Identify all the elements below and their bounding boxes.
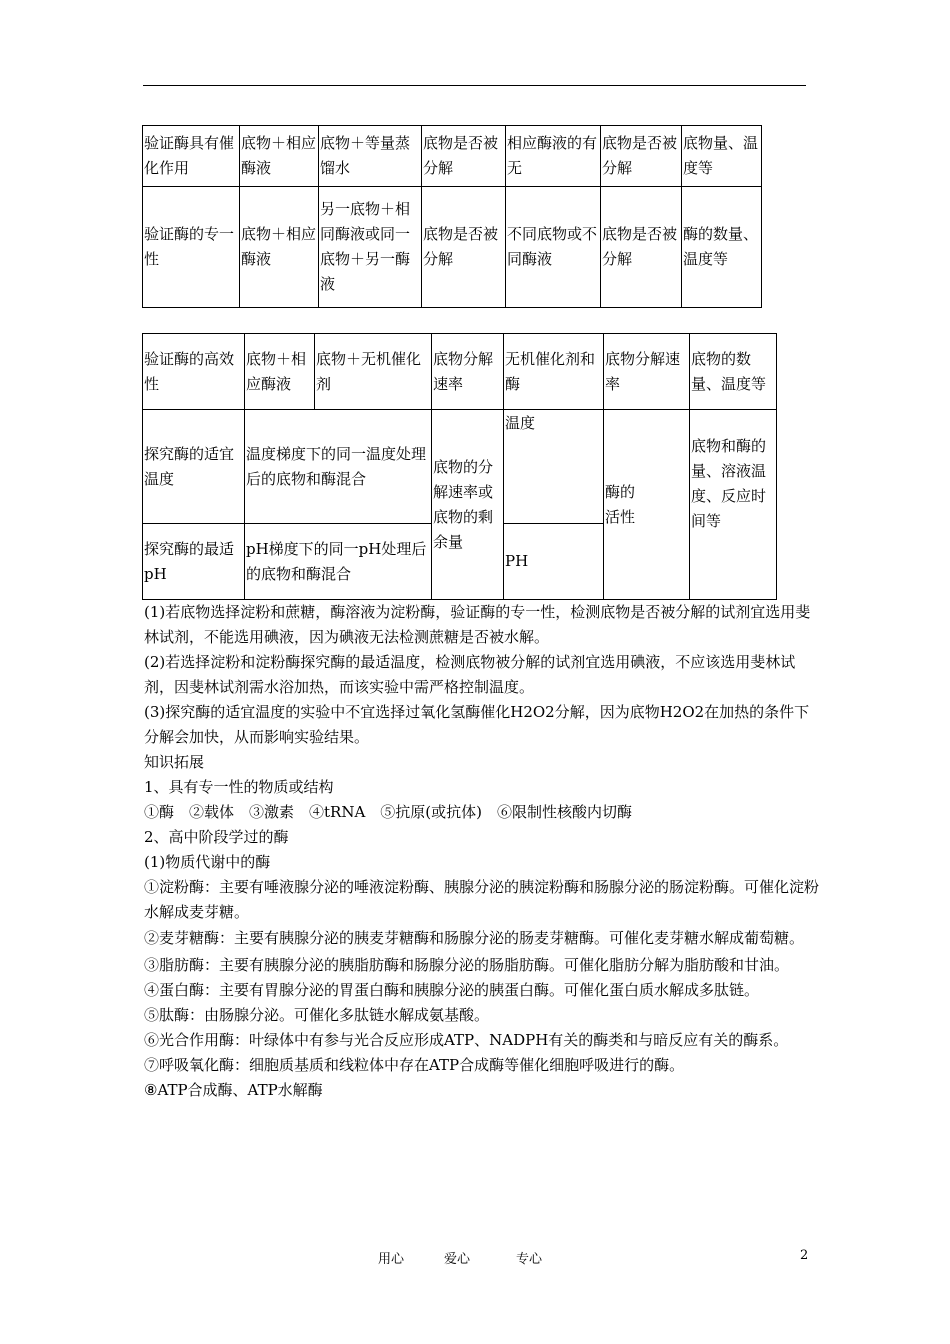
- footer-item: 爱心: [444, 1252, 471, 1267]
- paragraph: ⑥光合作用酶：叶绿体中有参与光合反应形成ATP、NADPH有关的酶类和与暗反应有关的酶系。: [144, 1031, 789, 1049]
- table-cell: 无机催化剂和酶: [504, 334, 604, 410]
- table-cell: 底物是否被分解: [601, 187, 682, 308]
- section-heading: 知识拓展: [144, 753, 205, 771]
- paragraph: ③脂肪酶：主要有胰腺分泌的胰脂肪酶和肠腺分泌的肠脂肪酶。可催化脂肪分解为脂肪酸和甘油。: [144, 956, 790, 974]
- footer-item: 用心: [378, 1252, 405, 1267]
- table-cell: 温度: [504, 410, 604, 524]
- table-cell: 底物＋等量蒸馏水: [319, 126, 422, 187]
- paragraph: (2)若选择淀粉和淀粉酶探究酶的最适温度，检测底物被分解的试剂宜选用碘液，不应该选用斐林试剂，因斐林试剂需水浴加热，而该实验中需严格控制温度。: [144, 653, 796, 696]
- table-cell: [604, 410, 690, 600]
- table-row: [143, 410, 777, 524]
- table-cell: 底物＋相应酶液: [245, 334, 315, 410]
- experiment-table-2: [142, 333, 777, 600]
- paragraph: ⑦呼吸氧化酶：细胞质基质和线粒体中存在ATP合成酶等催化细胞呼吸进行的酶。: [144, 1056, 685, 1074]
- cell-line: 活性: [605, 507, 636, 526]
- table-cell: 底物是否被分解: [422, 126, 506, 187]
- paragraph: (1)若底物选择淀粉和蔗糖，酶溶液为淀粉酶，验证酶的专一性，检测底物是否被分解的试剂宜选用斐林试剂，不能选用碘液，因为碘液无法检测蔗糖是否被水解。: [144, 603, 811, 646]
- table-cell: 酶的数量、温度等: [682, 187, 762, 308]
- table-cell: 底物是否被分解: [422, 187, 506, 308]
- table-cell: 底物＋相应酶液: [240, 126, 319, 187]
- table-cell: 底物的数量、温度等: [690, 334, 777, 410]
- table-cell: 底物和酶的量、溶液温度、反应时间等: [690, 410, 777, 600]
- table-cell: 验证酶具有催化作用: [143, 126, 240, 187]
- table-cell: 底物分解速率: [604, 334, 690, 410]
- table-row: [143, 187, 762, 308]
- paragraph: ⑤肽酶：由肠腺分泌。可催化多肽链水解成氨基酸。: [144, 1006, 490, 1024]
- header-rule: [143, 85, 806, 86]
- table-cell: 相应酶液的有无: [506, 126, 601, 187]
- paragraph: 1、具有专一性的物质或结构: [144, 778, 334, 796]
- paragraph: ①酶 ②载体 ③激素 ④tRNA ⑤抗原(或抗体) ⑥限制性核酸内切酶: [144, 803, 632, 821]
- body-text: [144, 600, 824, 1103]
- table-cell: 不同底物或不同酶液: [506, 187, 601, 308]
- paragraph: (3)探究酶的适宜温度的实验中不宜选择过氧化氢酶催化H2O2分解，因为底物H2O2在加热的条件下分解会加快，从而影响实验结果。: [144, 703, 810, 746]
- table-cell: pH梯度下的同一pH处理后的底物和酶混合: [245, 524, 432, 600]
- footer-item: 专心: [516, 1252, 543, 1267]
- experiment-table-1: [142, 125, 762, 308]
- paragraph: 2、高中阶段学过的酶: [144, 828, 289, 846]
- page-number: 2: [800, 1248, 809, 1263]
- table-cell: 底物量、温度等: [682, 126, 762, 187]
- table-row: [143, 334, 777, 410]
- table-cell: 底物是否被分解: [601, 126, 682, 187]
- paragraph: (1)物质代谢中的酶: [144, 853, 271, 871]
- table-cell: 底物＋无机催化剂: [315, 334, 432, 410]
- paragraph: ②麦芽糖酶：主要有胰腺分泌的胰麦芽糖酶和肠腺分泌的肠麦芽糖酶。可催化麦芽糖水解成葡萄糖。: [144, 929, 805, 947]
- table-cell: 验证酶的专一性: [143, 187, 240, 308]
- paragraph: ⑧ATP合成酶、ATP水解酶: [144, 1081, 323, 1099]
- paragraph: ①淀粉酶：主要有唾液腺分泌的唾液淀粉酶、胰腺分泌的胰淀粉酶和肠腺分泌的肠淀粉酶。可催化淀粉水解成麦芽糖。: [144, 878, 820, 921]
- table-cell: 探究酶的适宜温度: [143, 410, 245, 524]
- table-cell: 另一底物＋相同酶液或同一底物＋另一酶液: [319, 187, 422, 308]
- table-cell: 底物分解速率: [432, 334, 504, 410]
- table-cell: 验证酶的高效性: [143, 334, 245, 410]
- table-cell: PH: [504, 524, 604, 600]
- table-cell: 底物的分解速率或底物的剩余量: [432, 410, 504, 600]
- table-cell: 温度梯度下的同一温度处理后的底物和酶混合: [245, 410, 432, 524]
- cell-line: 酶的: [605, 482, 636, 501]
- paragraph: ④蛋白酶：主要有胃腺分泌的胃蛋白酶和胰腺分泌的胰蛋白酶。可催化蛋白质水解成多肽链。: [144, 981, 760, 999]
- table-cell: 探究酶的最适pH: [143, 524, 245, 600]
- table-cell: 底物＋相应酶液: [240, 187, 319, 308]
- table-row: [143, 126, 762, 187]
